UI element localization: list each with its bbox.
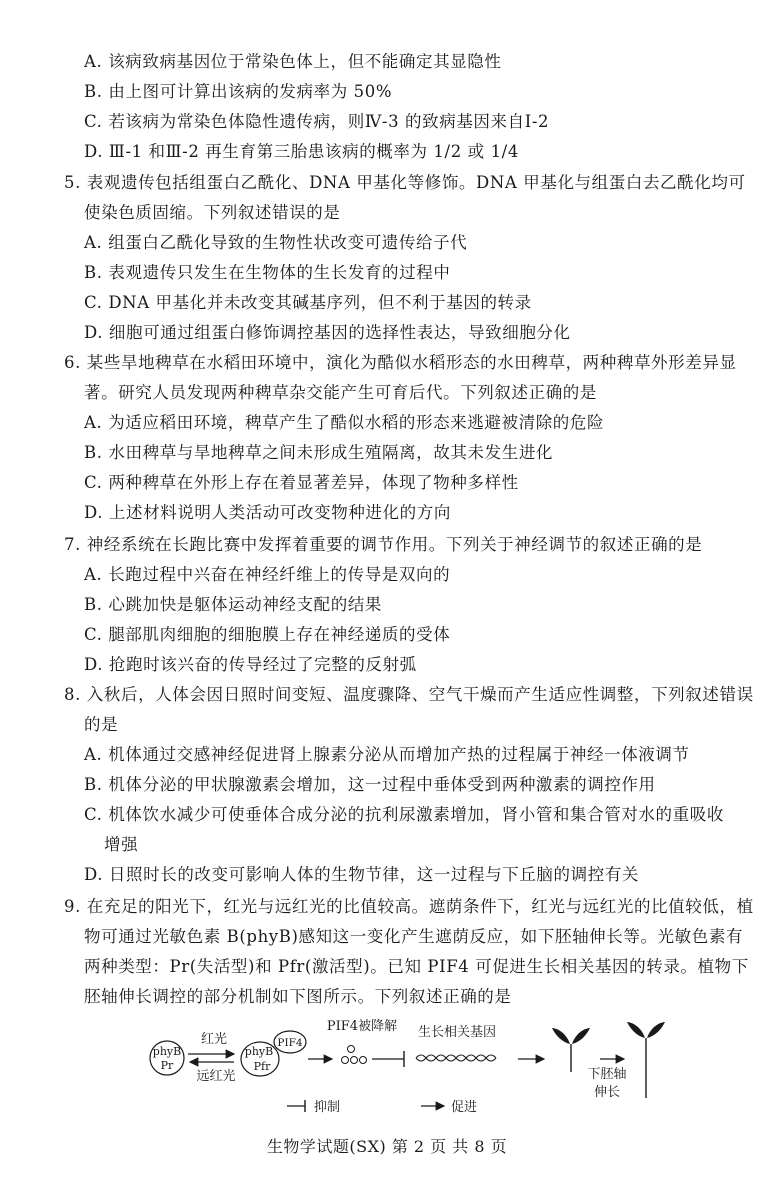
legend-inhibit xyxy=(287,1099,340,1115)
short-seedling-icon xyxy=(552,1028,590,1072)
phyb-pfr-label-bottom: Pfr xyxy=(253,1060,271,1073)
q6-stem-line-2: 著。研究人员发现两种稗草杂交能产生可育后代。下列叙述正确的是 xyxy=(84,383,597,402)
q9-stem-line-3: 两种类型：Pr(失活型)和 Pfr(激活型)。已知 PIF4 可促进生长相关基因的转录。植物下 xyxy=(84,957,749,976)
q5-option-b: B. 表观遗传只发生在生物体的生长发育的过程中 xyxy=(84,263,451,282)
page-footer: 生物学试题(SX) 第 2 页 共 8 页 xyxy=(266,1137,508,1156)
q8-stem-line-1: 8. 入秋后，人体会因日照时间变短、温度骤降、空气干燥而产生适应性调整，下列叙述错误 xyxy=(64,685,754,704)
phyb-pfr-node xyxy=(241,1042,279,1076)
q8-option-c-continued: 增强 xyxy=(104,835,139,854)
q4-option-a: A. 该病致病基因位于常染色体上，但不能确定其显隐性 xyxy=(84,52,502,71)
q9-stem-line-1: 9. 在充足的阳光下，红光与远红光的比值较高。遮荫条件下，红光与远红光的比值较低，植 xyxy=(64,897,754,916)
mechanism-diagram xyxy=(0,1012,774,1122)
q8-option-a: A. 机体通过交感神经促进肾上腺素分泌从而增加产热的过程属于神经一体液调节 xyxy=(84,745,690,764)
legend-inhibit-label: 抑制 xyxy=(314,1100,341,1115)
q6-stem-line-1: 6. 某些旱地稗草在水稻田环境中，演化为酷似水稻形态的水田稗草，两种稗草外形差异显 xyxy=(64,353,737,372)
q8-option-d: D. 日照时长的改变可影响人体的生物节律，这一过程与下丘脑的调控有关 xyxy=(84,865,640,884)
q5-option-a: A. 组蛋白乙酰化导致的生物性状改变可遗传给子代 xyxy=(84,233,468,252)
q5-stem-line-1: 5. 表观遗传包括组蛋白乙酰化、DNA 甲基化等修饰。DNA 甲基化与组蛋白去乙酰化均可 xyxy=(64,173,746,192)
tall-seedling-icon xyxy=(627,1022,665,1098)
q4-option-d: D. Ⅲ-1 和Ⅲ-2 再生育第三胎患该病的概率为 1/2 或 1/4 xyxy=(84,142,519,161)
q8-stem-line-2: 的是 xyxy=(84,715,119,734)
q6-option-b: B. 水田稗草与旱地稗草之间未形成生殖隔离，故其未发生进化 xyxy=(84,443,554,462)
growth-genes-label: 生长相关基因 xyxy=(417,1025,497,1040)
phyb-pr-label-bottom: Pr xyxy=(160,1059,174,1072)
hypocotyl-label-line-1: 下胚轴 xyxy=(587,1067,627,1082)
q7-stem: 7. 神经系统在长跑比赛中发挥着重要的调节作用。下列关于神经调节的叙述正确的是 xyxy=(64,535,703,554)
phyb-pr-label-top: phyB xyxy=(152,1045,182,1058)
pif4-degraded-label: PIF4被降解 xyxy=(326,1019,398,1034)
q6-option-d: D. 上述材料说明人类活动可改变物种进化的方向 xyxy=(84,503,451,522)
legend-promote xyxy=(421,1099,477,1115)
legend-promote-label: 促进 xyxy=(451,1100,478,1115)
phyb-pfr-label-top: phyB xyxy=(244,1045,274,1058)
q5-option-d: D. 细胞可通过组蛋白修饰调控基因的选择性表达，导致细胞分化 xyxy=(84,323,571,342)
red-light-label: 红光 xyxy=(200,1032,228,1047)
far-red-light-label: 远红光 xyxy=(196,1069,236,1084)
q7-option-a: A. 长跑过程中兴奋在神经纤维上的传导是双向的 xyxy=(84,565,451,584)
q7-option-c: C. 腿部肌肉细胞的细胞膜上存在神经递质的受体 xyxy=(84,625,451,644)
q4-option-c: C. 若该病为常染色体隐性遗传病，则Ⅳ-3 的致病基因来自Ⅰ-2 xyxy=(84,112,550,131)
q9-stem-line-4: 胚轴伸长调控的部分机制如下图所示。下列叙述正确的是 xyxy=(84,987,512,1006)
pif4-node xyxy=(274,1031,306,1053)
q5-stem-line-2: 使染色质固缩。下列叙述错误的是 xyxy=(84,203,341,222)
hypocotyl-label-line-2: 伸长 xyxy=(593,1085,621,1100)
pif4-label: PIF4 xyxy=(277,1037,303,1049)
q7-option-d: D. 抢跑时该兴奋的传导经过了完整的反射弧 xyxy=(84,655,417,674)
q8-option-c: C. 机体饮水减少可使垂体合成分泌的抗利尿激素增加，肾小管和集合管对水的重吸收 xyxy=(84,805,724,824)
degraded-fragments-icon xyxy=(342,1046,367,1064)
q6-option-a: A. 为适应稻田环境，稗草产生了酷似水稻的形态来逃避被清除的危险 xyxy=(84,413,605,432)
phyb-pr-node xyxy=(150,1041,184,1075)
q6-option-c: C. 两种稗草在外形上存在着显著差异，体现了物种多样性 xyxy=(84,473,519,492)
dna-helix-icon xyxy=(416,1055,496,1061)
q9-stem-line-2: 物可通过光敏色素 B(phyB)感知这一变化产生遮荫反应，如下胚轴伸长等。光敏色素有 xyxy=(84,927,744,946)
q4-option-b: B. 由上图可计算出该病的发病率为 50% xyxy=(84,82,393,101)
q8-option-b: B. 机体分泌的甲状腺激素会增加，这一过程中垂体受到两种激素的调控作用 xyxy=(84,775,656,794)
q5-option-c: C. DNA 甲基化并未改变其碱基序列，但不利于基因的转录 xyxy=(84,293,532,312)
q7-option-b: B. 心跳加快是躯体运动神经支配的结果 xyxy=(84,595,383,614)
